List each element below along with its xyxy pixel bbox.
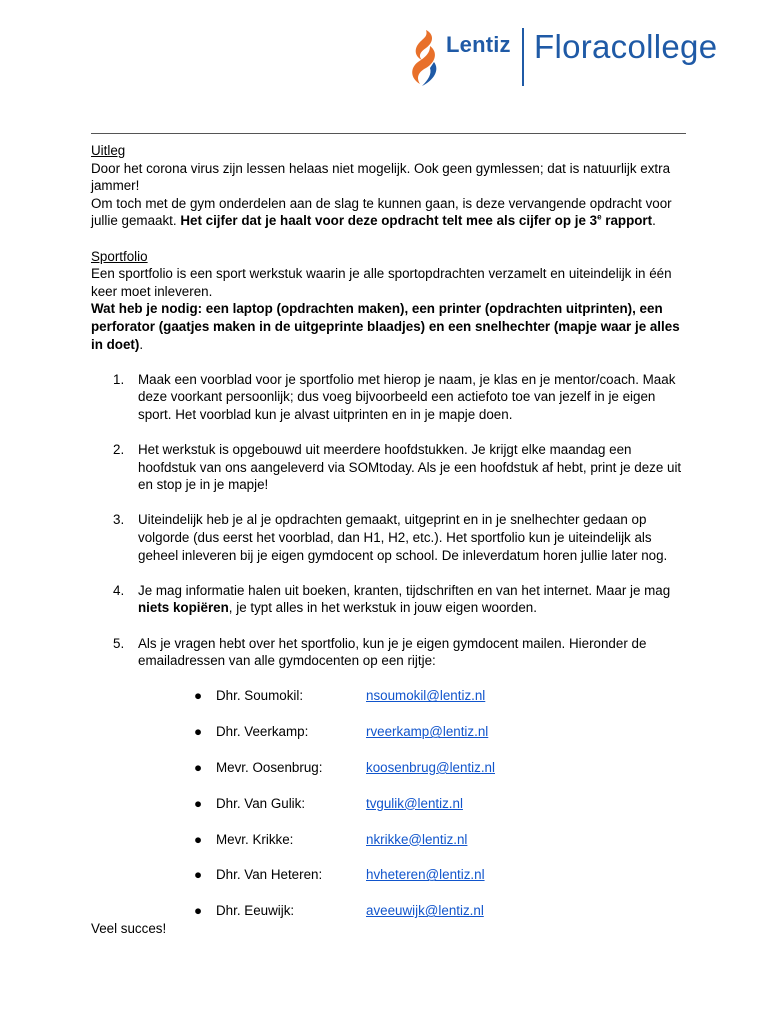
bullet-icon: ● (194, 724, 203, 740)
sportfolio-heading: Sportfolio (91, 248, 148, 264)
sportfolio-paragraph: Een sportfolio is een sport werkstuk waarin je alle sportopdrachten verzamelt en uiteindelijk in één keer moet inleveren. (91, 266, 672, 299)
contact-item (138, 795, 686, 813)
step-text: Uiteindelijk heb je al je opdrachten gemaakt, uitgeprint en in je snelhechter gedaan op volgorde (dus eerst het voorblad, dan H1, H2, etc.). Het sportfolio kun je uiteindelijk als geheel inleveren bij je eigen gymdocent op school. De inleverdatum horen jullie later nog. (138, 512, 668, 563)
grade-note-text: Het cijfer dat je haalt voor deze opdracht telt mee als cijfer op je 3 (180, 213, 598, 229)
intro-heading: Uitleg (91, 143, 126, 158)
contact-item (138, 759, 686, 777)
closing-text: Veel succes! (91, 921, 167, 937)
header-rule (91, 133, 686, 134)
needs-end: . (139, 336, 144, 352)
step-item (91, 582, 686, 617)
grade-note-rapport: rapport (601, 213, 653, 229)
email-link[interactable]: tvgulik@lentiz.nl (366, 795, 463, 811)
logo-divider (522, 28, 524, 86)
contact-name: Dhr. Eeuwijk: (216, 903, 295, 919)
flame-logo-icon (404, 28, 446, 88)
document-body (91, 142, 686, 938)
contact-name: Dhr. Van Gulik: (216, 795, 306, 811)
email-link[interactable]: rveerkamp@lentiz.nl (366, 724, 489, 740)
lentiz-floracollege-logo (404, 26, 744, 90)
intro-paragraph-2 (91, 195, 686, 230)
brand-name: Lentiz (446, 32, 511, 57)
bullet-icon: ● (194, 795, 203, 811)
email-link[interactable]: nsoumokil@lentiz.nl (366, 688, 486, 704)
no-copy-note: niets kopiëren (138, 600, 229, 616)
needs-text: Wat heb je nodig: een laptop (opdrachten maken), een printer (opdrachten uitprinten), een perforator (gaatjes maken in de uitgeprinte blaadjes) en een snelhechter (mapje waar je alles in doet) (91, 301, 680, 352)
step-item (91, 441, 686, 494)
bullet-icon: ● (194, 903, 203, 919)
step-item (91, 511, 686, 564)
intro-paragraph-1: Door het corona virus zijn lessen helaas niet mogelijk. Ook geen gymlessen; dat is natuurlijk extra jammer! (91, 160, 671, 194)
contact-item (138, 866, 686, 884)
step-text: Je mag informatie halen uit boeken, kranten, tijdschriften en van het internet. Maar je mag (138, 582, 671, 598)
contact-item (138, 902, 686, 920)
contact-item (138, 831, 686, 849)
steps-list (91, 371, 686, 921)
step-text: Maak een voorblad voor je sportfolio met hierop je naam, je klas en je mentor/coach. Maak deze voorkant persoonlijk; dus voeg bijvoorbeeld een actiefoto toe van jezelf in je eigen sport. Het voorblad kun je alvast uitprinten en in je mapje doen. (138, 371, 676, 422)
contact-item (138, 723, 686, 741)
bullet-icon: ● (194, 759, 203, 775)
needs-paragraph (91, 300, 686, 353)
grade-note (180, 213, 652, 228)
contact-item (138, 687, 686, 705)
email-link[interactable]: aveeuwijk@lentiz.nl (366, 903, 484, 919)
email-link[interactable]: koosenbrug@lentiz.nl (366, 759, 495, 775)
email-link[interactable]: nkrikke@lentiz.nl (366, 831, 468, 847)
step-item (91, 371, 686, 424)
step-text-end: , je typt alles in het werkstuk in jouw eigen woorden. (228, 600, 537, 616)
contact-name: Mevr. Oosenbrug: (216, 759, 323, 775)
contacts-list (138, 687, 686, 920)
intro-p2-text: Om toch met de gym onderdelen aan de slag te kunnen gaan, is deze vervangende opdracht voor jullie gemaakt. (91, 195, 672, 229)
step-number: 2. (113, 442, 125, 458)
school-name: Floracollege (534, 28, 718, 65)
step-number: 4. (113, 582, 125, 598)
grade-note-end: . (652, 213, 656, 229)
step-text: Het werkstuk is opgebouwd uit meerdere hoofdstukken. Je krijgt elke maandag een hoofdstuk van ons aangeleverd via SOMtoday. Als je een hoofdstuk af hebt, print je deze uit en stop je in je mapje! (138, 442, 682, 493)
bullet-icon: ● (194, 831, 203, 847)
email-link[interactable]: hvheteren@lentiz.nl (366, 867, 485, 883)
contact-name: Dhr. Soumokil: (216, 688, 304, 704)
step-text: Als je vragen hebt over het sportfolio, kun je je eigen gymdocent mailen. Hieronder de emailadressen van alle gymdocenten op een rijtje: (138, 635, 647, 669)
spacer (91, 353, 686, 371)
bullet-icon: ● (194, 688, 203, 704)
step-number: 1. (113, 371, 125, 387)
step-item (91, 635, 686, 921)
grade-note-sup: e (597, 212, 602, 222)
contact-name: Dhr. Veerkamp: (216, 724, 309, 740)
contact-name: Mevr. Krikke: (216, 831, 294, 847)
step-number: 5. (113, 635, 125, 651)
step-number: 3. (113, 512, 125, 528)
bullet-icon: ● (194, 867, 203, 883)
contact-name: Dhr. Van Heteren: (216, 867, 323, 883)
spacer (91, 230, 686, 248)
